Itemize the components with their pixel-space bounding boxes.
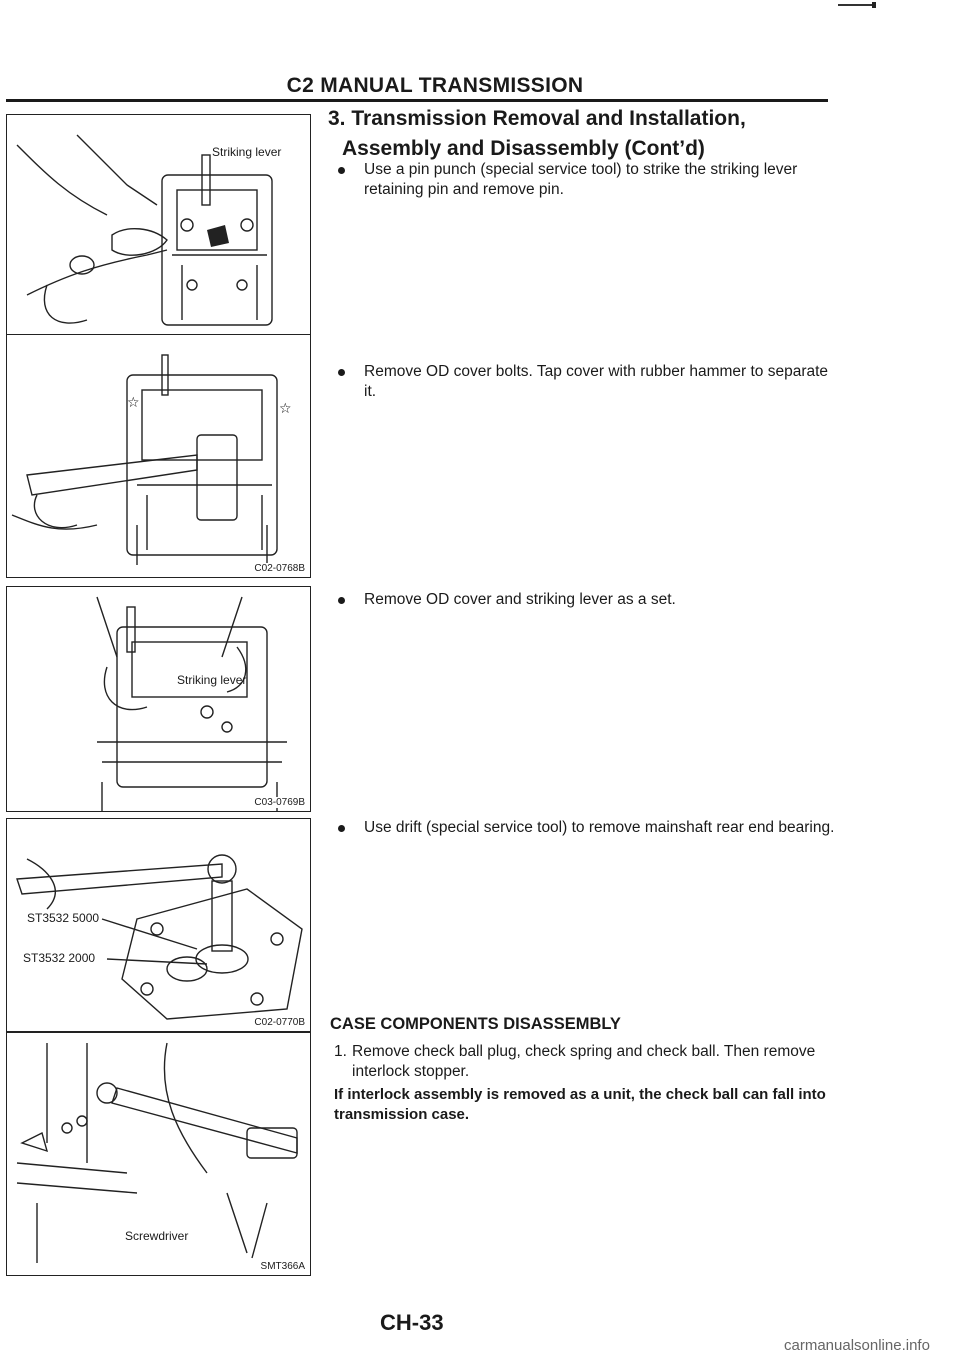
section-title	[328, 104, 848, 164]
bullet-text: Remove OD cover bolts. Tap cover with rubber hammer to separate it.	[364, 363, 829, 400]
page-header-title: C2 MANUAL TRANSMISSION	[286, 74, 584, 97]
bullet-od-cover-bolts	[338, 362, 838, 402]
striking-lever-label: Striking lever	[177, 673, 247, 687]
bullet-dot	[338, 597, 345, 604]
header-rule	[6, 99, 828, 102]
bullet-drift-bearing	[338, 818, 838, 838]
figure-check-ball-plug	[6, 1032, 311, 1276]
figure-drift-bearing	[6, 818, 311, 1032]
step-text: Remove check ball plug, check spring and check ball. Then remove interlock stopper.	[352, 1043, 816, 1080]
figure-3-illustration	[7, 587, 310, 811]
figure-code: C03-0769B	[254, 797, 305, 808]
figure-od-cover-hammer	[6, 334, 311, 578]
screwdriver-label: Screwdriver	[125, 1229, 189, 1243]
figure-od-cover-removal	[6, 586, 311, 812]
caution-note: If interlock assembly is removed as a unit, the check ball can fall into transmission case.	[334, 1086, 826, 1123]
case-components-title: CASE COMPONENTS DISASSEMBLY	[330, 1015, 621, 1033]
header-mark	[838, 4, 872, 6]
bullet-text: Use a pin punch (special service tool) to strike the striking lever retaining pin and remove pin.	[364, 161, 798, 198]
striking-lever-label: Striking lever	[212, 145, 282, 159]
bullet-text: Use drift (special service tool) to remove mainshaft rear end bearing.	[364, 819, 835, 836]
figure-code: C02-0770B	[254, 1017, 305, 1028]
tool-label-2000: ST3532 2000	[23, 951, 96, 965]
section-title-line2: Assembly and Disassembly (Cont’d)	[342, 137, 705, 160]
watermark: carmanualsonline.info	[784, 1337, 930, 1354]
step-1	[334, 1042, 838, 1082]
figure-2-illustration	[7, 335, 310, 577]
section-title-line1: 3. Transmission Removal and Installation,	[328, 107, 746, 130]
page-number: CH-33	[380, 1310, 444, 1335]
bullet-od-cover-set	[338, 590, 838, 610]
bullet-pin-punch	[338, 160, 838, 200]
svg-text:☆: ☆	[279, 401, 292, 417]
figure-striking-lever-pin	[6, 114, 311, 348]
bullet-text: Remove OD cover and striking lever as a set.	[364, 591, 676, 608]
bullet-dot	[338, 825, 345, 832]
svg-text:☆: ☆	[127, 395, 140, 411]
bullet-dot	[338, 369, 345, 376]
figure-code: SMT366A	[260, 1261, 305, 1272]
step-number: 1.	[334, 1043, 347, 1060]
figure-code: C02-0768B	[254, 563, 305, 574]
tool-label-5000: ST3532 5000	[27, 911, 100, 925]
header-mark-end	[872, 2, 876, 8]
figure-4-illustration	[7, 819, 310, 1031]
bullet-dot	[338, 167, 345, 174]
